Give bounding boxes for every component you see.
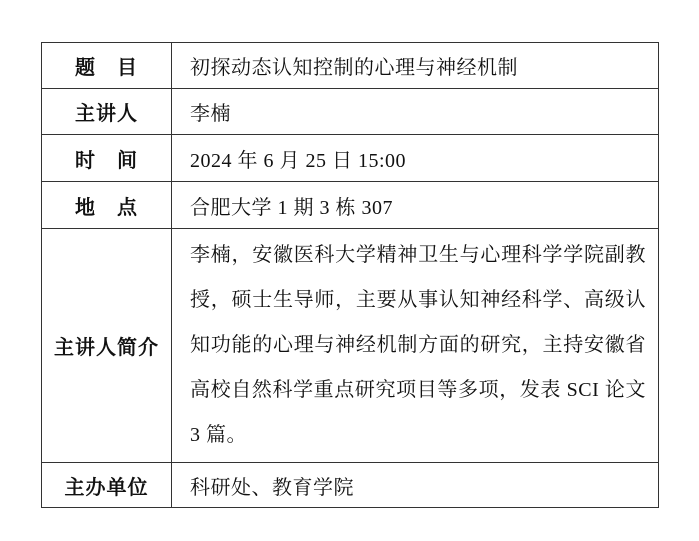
row-value-bio: 李楠，安徽医科大学精神卫生与心理科学学院副教授，硕士生导师，主要从事认知神经科学、高级认知功能的心理与神经机制方面的研究，主持安徽省高校自然科学重点研究项目等多项，发表 SCI 论文 3 篇。: [172, 229, 659, 463]
row-label-bio: 主讲人简介: [42, 229, 172, 463]
row-value-organizer: 科研处、教育学院: [172, 463, 659, 508]
table-row-bio: [42, 229, 659, 463]
table-row-time: [42, 135, 659, 182]
seminar-info-table: [41, 42, 659, 508]
row-label-time: 时 间: [42, 135, 172, 182]
table-row-speaker: [42, 89, 659, 135]
row-label-title: 题 目: [42, 43, 172, 89]
row-value-time: 2024 年 6 月 25 日 15:00: [172, 135, 659, 182]
row-label-organizer: 主办单位: [42, 463, 172, 508]
row-value-speaker: 李楠: [172, 89, 659, 135]
row-label-place: 地 点: [42, 182, 172, 229]
table-row-place: [42, 182, 659, 229]
row-value-title: 初探动态认知控制的心理与神经机制: [172, 43, 659, 89]
table-row-organizer: [42, 463, 659, 508]
row-value-place: 合肥大学 1 期 3 栋 307: [172, 182, 659, 229]
table-row-title: [42, 43, 659, 89]
row-label-speaker: 主讲人: [42, 89, 172, 135]
